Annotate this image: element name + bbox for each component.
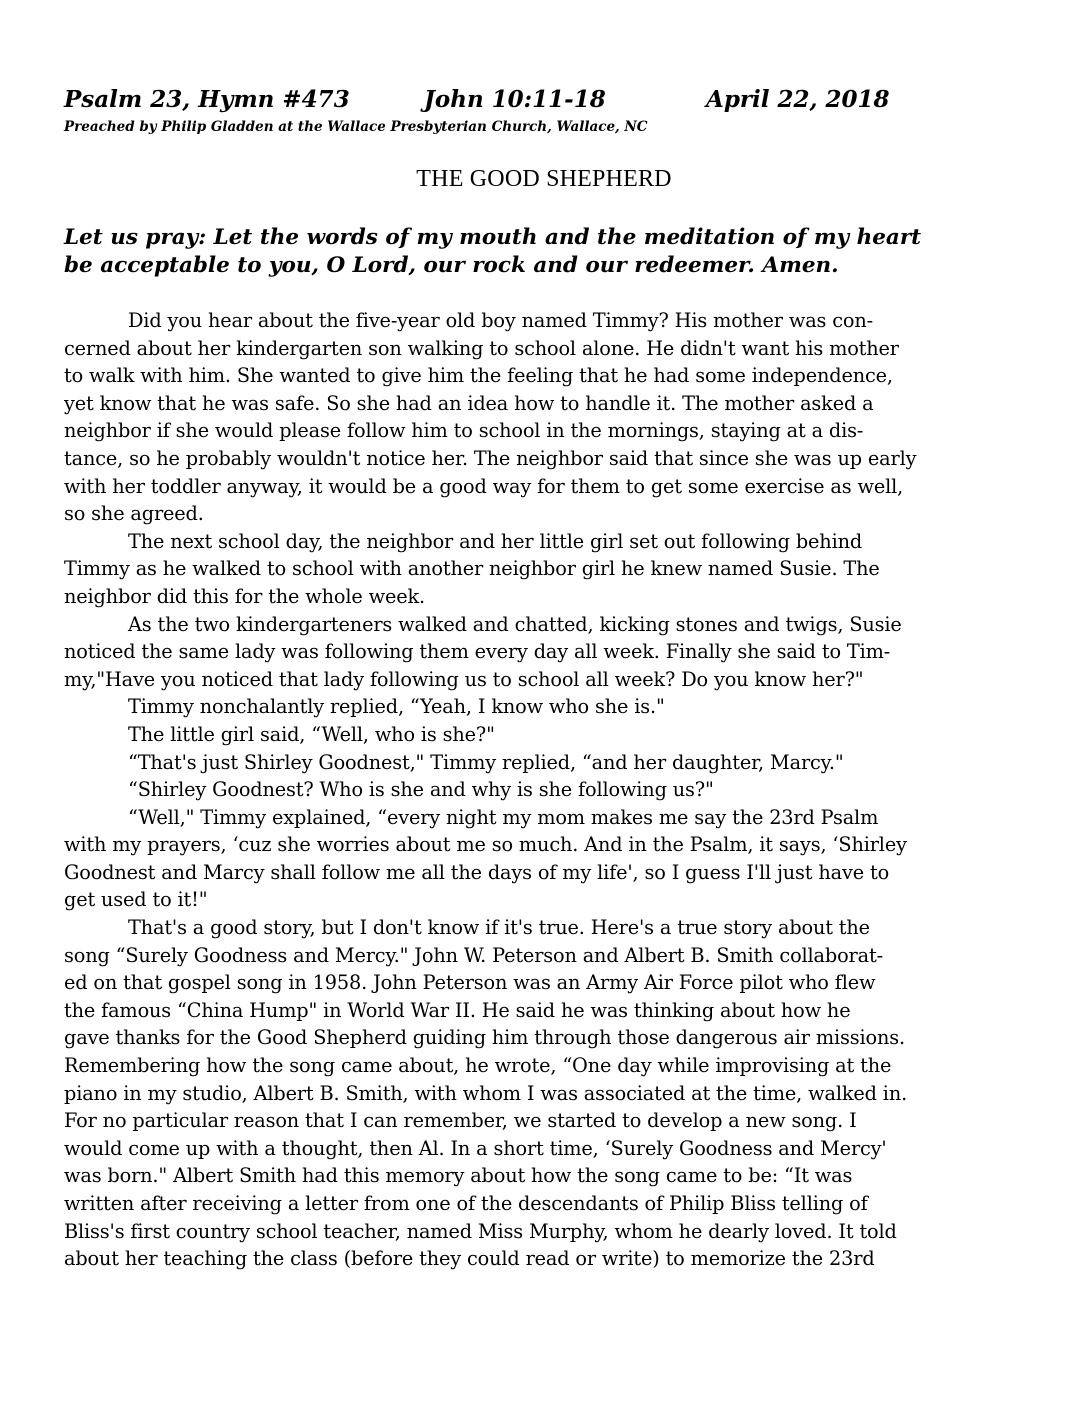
body-line: “That's just Shirley Goodnest," Timmy replied, “and her daughter, Marcy."	[128, 750, 844, 774]
prayer-line: Let us pray: Let the words of my mouth and the meditation of my heart	[64, 225, 922, 250]
body-line: “Shirley Goodnest? Who is she and why is she following us?"	[128, 778, 714, 802]
body-line: get used to it!"	[64, 888, 208, 912]
body-line: tance, so he probably wouldn't notice her. The neighbor said that since she was up early	[64, 446, 917, 470]
body-line: Bliss's first country school teacher, named Miss Murphy, whom he dearly loved. It told	[64, 1219, 897, 1243]
body-line: neighbor if she would please follow him to school in the mornings, staying at a dis-	[64, 419, 864, 443]
body-line: The next school day, the neighbor and her little girl set out following behind	[128, 529, 863, 553]
body-line: my,"Have you noticed that lady following us to school all week? Do you know her?"	[64, 667, 864, 691]
header-psalm-hymn: Psalm 23, Hymn #473	[64, 86, 350, 113]
body-line: Goodnest and Marcy shall follow me all the days of my life', so I guess I'll just have to	[64, 860, 890, 884]
body-line: “Well," Timmy explained, “every night my mom makes me say the 23rd Psalm	[128, 805, 879, 829]
body-line: The little girl said, “Well, who is she?"	[128, 722, 495, 746]
body-line: Timmy nonchalantly replied, “Yeah, I know who she is."	[128, 695, 665, 719]
body-line: piano in my studio, Albert B. Smith, with whom I was associated at the time, walked in.	[64, 1081, 908, 1105]
body-line: Timmy as he walked to school with another neighbor girl he knew named Susie. The	[64, 557, 880, 581]
body-line: noticed the same lady was following them every day all week. Finally she said to Tim-	[64, 640, 891, 664]
opening-prayer	[64, 224, 1044, 280]
body-line: song “Surely Goodness and Mercy." John W. Peterson and Albert B. Smith collaborat-	[64, 943, 883, 967]
body-line: about her teaching the class (before they could read or write) to memorize the 23rd	[64, 1247, 875, 1271]
body-line: As the two kindergarteners walked and chatted, kicking stones and twigs, Susie	[128, 612, 902, 636]
body-line: neighbor did this for the whole week.	[64, 584, 426, 608]
body-line: Remembering how the song came about, he wrote, “One day while improvising at the	[64, 1054, 892, 1078]
sermon-title: THE GOOD SHEPHERD	[416, 166, 672, 192]
body-line: gave thanks for the Good Shepherd guiding him through those dangerous air missions.	[64, 1026, 905, 1050]
body-line: Did you hear about the five-year old boy named Timmy? His mother was con-	[128, 309, 874, 332]
body-line: yet know that he was safe. So she had an idea how to handle it. The mother asked a	[64, 391, 874, 415]
body-line: to walk with him. She wanted to give him the feeling that he had some independence,	[64, 364, 893, 388]
body-line: the famous “China Hump" in World War II. He said he was thinking about how he	[64, 998, 851, 1022]
body-line: cerned about her kindergarten son walking to school alone. He didn't want his mother	[64, 336, 899, 360]
body-line: with my prayers, ‘cuz she worries about me so much. And in the Psalm, it says, ‘Shirley	[64, 833, 907, 857]
body-line: That's a good story, but I don't know if it's true. Here's a true story about the	[128, 916, 870, 940]
body-line: was born." Albert Smith had this memory about how the song came to be: “It was	[64, 1164, 853, 1188]
body-line: For no particular reason that I can remember, we started to develop a new song. I	[64, 1109, 857, 1133]
header-scripture: John 10:11-18	[424, 86, 606, 113]
body-line: written after receiving a letter from one of the descendants of Philip Bliss telling of	[64, 1192, 868, 1215]
prayer-line: be acceptable to you, O Lord, our rock and our redeemer. Amen.	[64, 253, 839, 278]
preached-by-line: Preached by Philip Gladden at the Wallace Presbyterian Church, Wallace, NC	[64, 119, 648, 135]
body-line: with her toddler anyway, it would be a good way for them to get some exercise as well,	[64, 474, 904, 498]
body-line: would come up with a thought, then Al. In a short time, ‘Surely Goodness and Mercy'	[64, 1136, 887, 1160]
sermon-body	[64, 307, 1024, 1273]
body-line: so she agreed.	[64, 502, 204, 526]
header-date: April 22, 2018	[706, 86, 890, 113]
body-line: ed on that gospel song in 1958. John Peterson was an Army Air Force pilot who flew	[64, 971, 876, 995]
